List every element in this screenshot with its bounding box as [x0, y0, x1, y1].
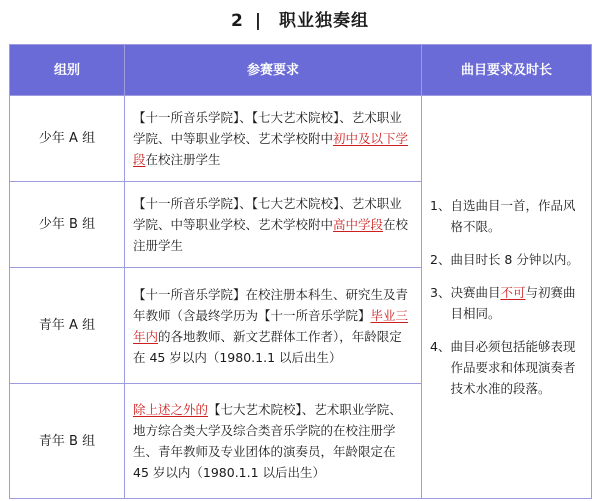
header-group: 组别 — [10, 45, 125, 96]
requirement-text: 【十一所音乐学院】、【七大艺术院校】、艺术职业学院、中等职业学校、艺术学校附中 — [133, 110, 402, 146]
requirement-text: 【十一所音乐学院】、【七大艺术院校】、艺术职业学院、中等职业学校、艺术学校附中 — [133, 196, 402, 232]
group-cell: 青年 B 组 — [10, 384, 125, 499]
requirement-text-end: 的各地教师、新文艺群体工作者），年龄限定在 45 岁以内（1980.1.1 以后出生） — [133, 328, 402, 365]
requirement-cell — [125, 96, 422, 182]
requirement-highlight: 高中学段 — [333, 217, 384, 232]
requirement-highlight: 除上述之外的 — [133, 402, 209, 417]
music-item-number: 3、 — [430, 285, 451, 300]
requirement-text-end: 在校注册学生 — [133, 217, 409, 253]
music-item — [430, 249, 583, 270]
music-item-text: 自选曲目一首，作品风格不限。 — [450, 198, 576, 234]
music-item-number: 2、 — [430, 252, 451, 267]
header-music-requirements: 曲目要求及时长 — [422, 45, 592, 96]
table-row — [10, 96, 592, 182]
music-item-text-end: 与初赛曲目相同。 — [450, 285, 576, 321]
music-item-text: 曲目时长 8 分钟以内。 — [450, 252, 579, 267]
requirements-table — [9, 44, 592, 499]
music-item — [430, 195, 583, 237]
section-title-text: 职业独奏组 — [278, 11, 369, 31]
requirement-cell — [125, 268, 422, 384]
requirement-text: 【十一所音乐学院】在校注册本科生、研究生及青年教师（含最终学历为【十一所音乐学院】 — [133, 286, 409, 323]
requirement-cell — [125, 182, 422, 268]
music-item — [430, 282, 583, 324]
table-header-row — [10, 45, 592, 96]
music-item — [430, 336, 583, 399]
group-cell: 少年 A 组 — [10, 96, 125, 182]
title-separator: | — [254, 11, 263, 31]
section-title — [0, 6, 600, 31]
music-requirements-cell — [422, 96, 592, 499]
music-item-number: 4、 — [430, 339, 451, 354]
requirement-highlight: 初中及以下学段 — [133, 131, 409, 167]
music-item-highlight: 不可 — [500, 285, 526, 300]
group-cell: 青年 A 组 — [10, 268, 125, 384]
requirement-text-end: 【七大艺术院校】、艺术职业学院、地方综合类大学及综合类音乐学院的在校注册学生、青年教师及专业团体的演奏员，年龄限定在 45 岁以内（1980.1.1 以后出生） — [133, 402, 402, 480]
requirement-text-end: 在校注册学生 — [145, 152, 221, 167]
music-item-text: 曲目必须包括能够表现作品要求和体现演奏者技术水准的段落。 — [450, 339, 576, 396]
music-item-text: 决赛曲目 — [450, 285, 501, 300]
header-requirements: 参赛要求 — [125, 45, 422, 96]
requirement-highlight: 毕业三年内 — [133, 307, 409, 344]
requirement-cell — [125, 384, 422, 499]
group-cell: 少年 B 组 — [10, 182, 125, 268]
section-number: 2 — [231, 11, 244, 31]
music-item-number: 1、 — [430, 198, 451, 213]
